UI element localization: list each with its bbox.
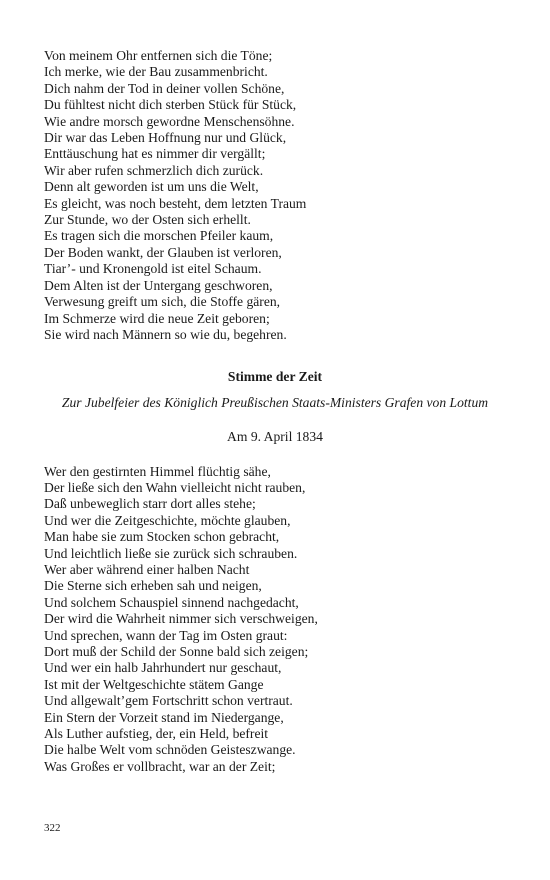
poem-line: Wer den gestirnten Himmel flüchtig sähe, [44,463,271,479]
poem-stanza-2 [44,464,506,776]
poem-line: Daß unbeweglich starr dort alles stehe; [44,496,256,512]
document-page [44,48,506,775]
poem-line: Und sprechen, wann der Tag im Osten graut: [44,627,288,643]
poem-line: Im Schmerze wird die neue Zeit geboren; [44,310,270,326]
poem-line: Und wer ein halb Jahrhundert nur geschaut, [44,660,282,676]
poem-subtitle: Zur Jubelfeier des Königlich Preußischen Staats-Ministers Grafen von Lottum [61,394,489,410]
poem-line: Wie andre morsch gewordne Menschensöhne. [44,113,295,129]
poem-line: Ist mit der Weltgeschichte stätem Gange [44,676,264,692]
poem-line: Was Großes er vollbracht, war an der Zeit; [44,758,276,774]
poem-line: Und solchem Schauspiel sinnend nachgedacht, [44,594,299,610]
poem-line: Dort muß der Schild der Sonne bald sich zeigen; [44,644,309,659]
poem-stanza-1 [44,48,506,343]
poem-line: Dem Alten ist der Untergang geschworen, [44,277,273,293]
poem-line: Von meinem Ohr entfernen sich die Töne; [44,48,273,63]
poem-line: Der Boden wankt, der Glauben ist verloren, [44,244,282,260]
poem-line: Sie wird nach Männern so wie du, begehren. [44,326,287,342]
poem-line: Ich merke, wie der Bau zusammenbricht. [44,64,268,80]
poem-line: Verwesung greift um sich, die Stoffe gären, [44,294,281,310]
poem-line: Und allgewalt’gem Fortschritt schon vertraut. [44,693,293,709]
poem-line: Ein Stern der Vorzeit stand im Niedergange, [44,709,284,725]
page-number: 322 [44,822,61,834]
poem-line: Enttäuschung hat es nimmer dir vergällt; [44,146,266,162]
poem-line: Wir aber rufen schmerzlich dich zurück. [44,162,264,178]
poem-line: Man habe sie zum Stocken schon gebracht, [44,529,280,545]
poem-title: Stimme der Zeit [227,369,323,385]
poem-line: Zur Stunde, wo der Osten sich erhellt. [44,212,251,228]
poem-line: Dir war das Leben Hoffnung nur und Glück, [44,130,287,146]
poem-line: Dich nahm der Tod in deiner vollen Schöne, [44,80,285,96]
poem-line: Als Luther aufstieg, der, ein Held, befreit [44,726,269,742]
poem-line: Und leichtlich ließe sie zurück sich schrauben. [44,545,298,561]
poem-line: Die Sterne sich erheben sah und neigen, [44,578,262,594]
poem-line: Der wird die Wahrheit nimmer sich verschweigen, [44,611,318,627]
poem-line: Tiar’- und Kronengold ist eitel Schaum. [44,261,262,277]
poem-line: Es tragen sich die morschen Pfeiler kaum, [44,228,274,244]
poem-line: Es gleicht, was noch besteht, dem letzten Traum [44,195,307,211]
poem-line: Die halbe Welt vom schnöden Geisteszwange. [44,742,296,758]
poem-line: Wer aber während einer halben Nacht [44,561,250,577]
poem-line: Der ließe sich den Wahn vielleicht nicht rauben, [44,479,306,495]
poem-line: Du fühltest nicht dich sterben Stück für Stück, [44,97,297,113]
poem-line: Denn alt geworden ist um uns die Welt, [44,179,259,195]
poem-date: Am 9. April 1834 [227,429,323,445]
poem-line: Und wer die Zeitgeschichte, möchte glauben, [44,512,291,528]
